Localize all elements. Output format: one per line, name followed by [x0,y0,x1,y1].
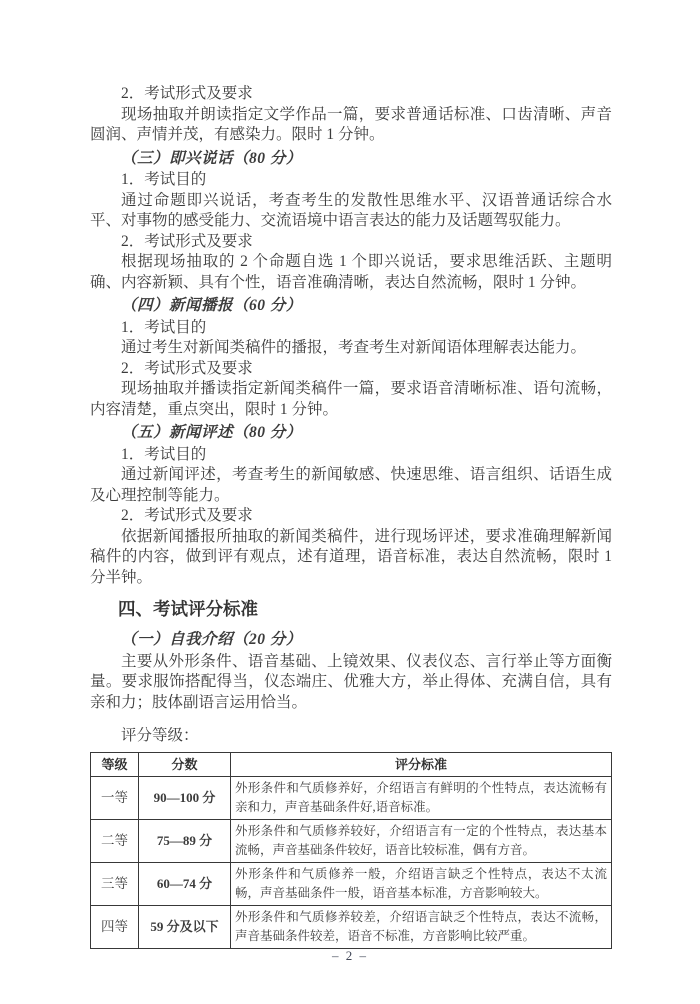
numbered-subheading: 1．考试目的 [121,318,207,336]
grade-cell: 四等 [91,905,139,948]
table-header-grade: 等级 [91,752,139,776]
table-row [91,776,612,819]
paragraph: 通过命题即兴说话，考查考生的发散性思维水平、汉语普通话综合水平、对事物的感受能力、交流语境中语言表达的能力及话题驾驭能力。 [90,191,612,229]
score-cell: 59 分及以下 [139,905,231,948]
paragraph: 通过新闻评述，考查考生的新闻敏感、快速思维、语言组织、话语生成及心理控制等能力。 [90,466,612,504]
table-header-criteria: 评分标准 [231,752,612,776]
criteria-cell: 外形条件和气质修养好，介绍语言有鲜明的个性特点，表达流畅有亲和力，声音基础条件好,语音标准。 [231,776,612,819]
section-heading-4: （四）新闻播报（60 分） [121,297,302,314]
chapter-heading: 四、考试评分标准 [118,599,258,619]
numbered-subheading: 2．考试形式及要求 [121,85,253,102]
section-heading-1: （一）自我介绍（20 分） [121,631,302,648]
paragraph: 根据现场抽取的 2 个命题自选 1 个即兴说话，要求思维活跃、主题明确、内容新颖、具有个性，语音准确清晰，表达自然流畅，限时 1 分钟。 [90,253,612,291]
criteria-cell: 外形条件和气质修养较差，介绍语言缺乏个性特点，表达不流畅，声音基础条件较差，语音不标准，方音影响比较严重。 [231,905,612,948]
numbered-subheading: 2．考试形式及要求 [121,507,253,524]
table-row [91,862,612,905]
criteria-cell: 外形条件和气质修养较好，介绍语言有一定的个性特点，表达基本流畅，声音基础条件较好，语音比较标准，偶有方音。 [231,819,612,862]
table-caption: 评分等级： [121,727,199,744]
table-header-row [91,752,612,776]
numbered-subheading: 2．考试形式及要求 [121,359,253,377]
paragraph: 依据新闻播报所抽取的新闻类稿件，进行现场评述，要求准确理解新闻稿件的内容，做到评有观点，述有道理，语音标准，表达自然流畅，限时 1 分半钟。 [90,527,612,586]
grade-cell: 一等 [91,776,139,819]
scoring-table [90,752,612,949]
score-cell: 90—100 分 [139,776,231,819]
paragraph: 现场抽取并播读指定新闻类稿件一篇，要求语音清晰标准、语句流畅，内容清楚，重点突出，限时 1 分钟。 [90,380,612,418]
table-header-score: 分数 [139,752,231,776]
grade-cell: 二等 [91,819,139,862]
section-heading-3: （三）即兴说话（80 分） [121,149,302,167]
paragraph: 通过考生对新闻类稿件的播报，考查考生对新闻语体理解表达能力。 [121,339,587,356]
paragraph: 现场抽取并朗读指定文学作品一篇，要求普通话标准、口齿清晰、声音圆润、声情并茂，有感染力。限时 1 分钟。 [90,105,612,143]
document-body [90,84,612,949]
numbered-subheading: 1．考试目的 [121,171,207,188]
section-heading-5: （五）新闻评述（80 分） [121,424,302,441]
numbered-subheading: 1．考试目的 [121,445,207,463]
table-row [91,819,612,862]
page-number: – 2 – [332,948,368,963]
paragraph: 主要从外形条件、语音基础、上镜效果、仪表仪态、言行举止等方面衡量。要求服饰搭配得当，仪态端庄、优雅大方，举止得体、充满自信，具有亲和力；肢体副语言运用恰当。 [90,652,612,711]
score-cell: 60—74 分 [139,862,231,905]
criteria-cell: 外形条件和气质修养一般，介绍语言缺乏个性特点，表达不太流畅，声音基础条件一般，语音基本标准，方音影响较大。 [231,862,612,905]
numbered-subheading: 2．考试形式及要求 [121,232,253,250]
score-cell: 75—89 分 [139,819,231,862]
table-row [91,905,612,948]
grade-cell: 三等 [91,862,139,905]
